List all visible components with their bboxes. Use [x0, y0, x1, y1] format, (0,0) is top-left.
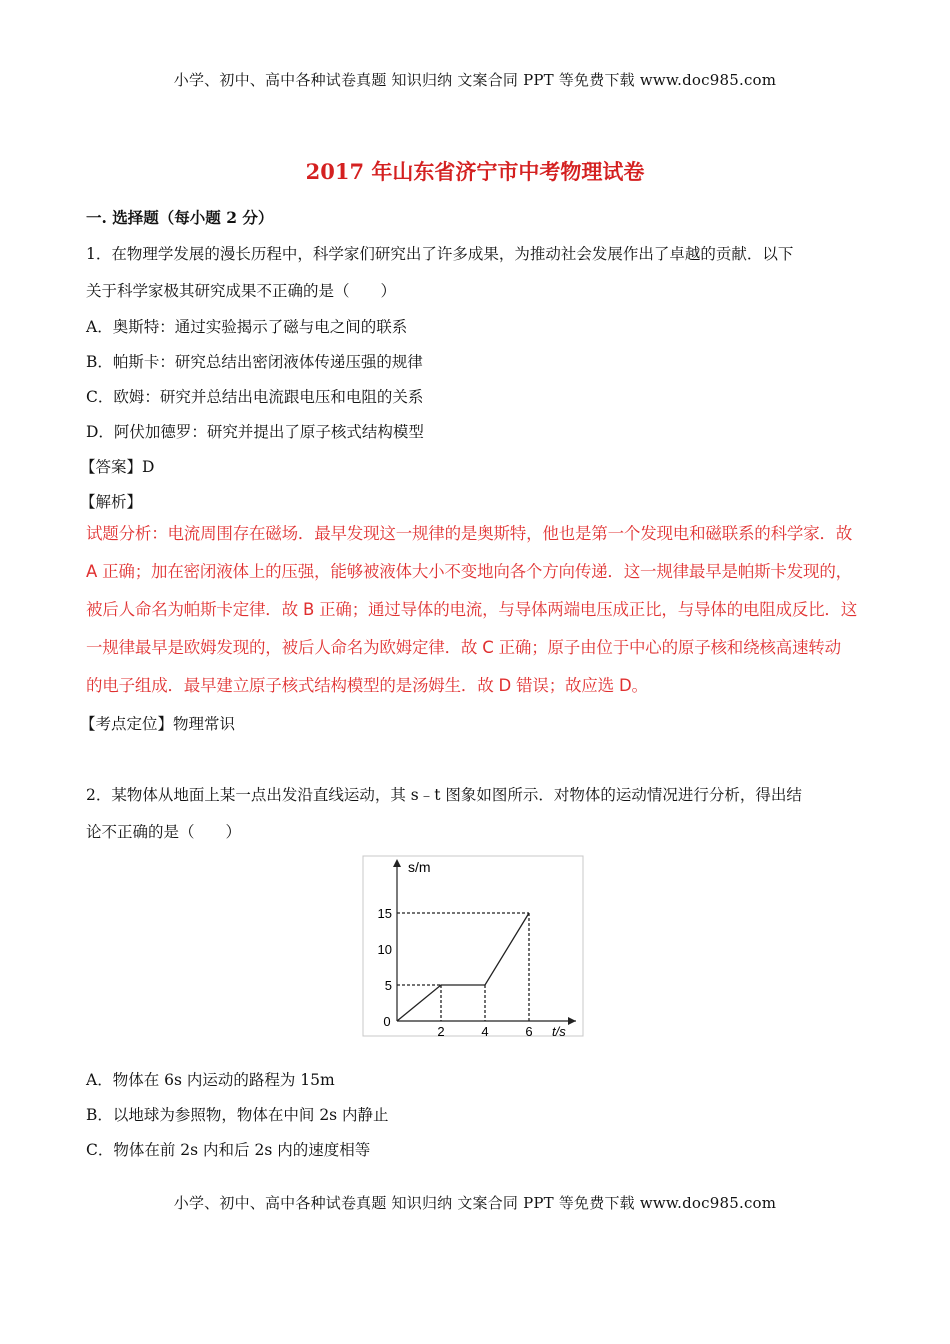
- chart-frame: [363, 856, 583, 1036]
- y-tick-label: 5: [384, 978, 392, 993]
- x-axis-label: t/s: [552, 1024, 566, 1039]
- origin-label: 0: [383, 1014, 391, 1029]
- page-header: 小学、初中、高中各种试卷真题 知识归纳 文案合同 PPT 等免费下载 www.doc985.com: [173, 71, 777, 89]
- q1-stem-line1: 1．在物理学发展的漫长历程中，科学家们研究出了许多成果，为推动社会发展作出了卓越的贡献．以下: [86, 245, 794, 263]
- page-footer: 小学、初中、高中各种试卷真题 知识归纳 文案合同 PPT 等免费下载 www.doc985.com: [173, 1194, 777, 1212]
- q1-analysis-line: 试题分析：电流周围存在磁场．最早发现这一规律的是奥斯特，他也是第一个发现电和磁联系的科学家．故: [86, 524, 853, 543]
- q2-option-c: C．物体在前 2s 内和后 2s 内的速度相等: [86, 1141, 371, 1159]
- q1-analysis-label: 【解析】: [80, 493, 143, 511]
- q1-option-b: B．帕斯卡：研究总结出密闭液体传递压强的规律: [86, 353, 423, 371]
- q2-stem-line2: 论不正确的是（ ）: [86, 823, 242, 841]
- y-axis-arrow: [393, 859, 401, 867]
- q1-point: 【考点定位】物理常识: [80, 715, 236, 733]
- y-tick-label: 15: [377, 906, 392, 921]
- y-axis-label: s/m: [408, 859, 431, 875]
- q1-option-a: A．奥斯特：通过实验揭示了磁与电之间的联系: [86, 318, 408, 336]
- y-tick-label: 10: [377, 942, 392, 957]
- q1-option-c: C．欧姆：研究并总结出电流跟电压和电阻的关系: [86, 388, 424, 406]
- q1-option-d: D．阿伏加德罗：研究并提出了原子核式结构模型: [86, 423, 424, 441]
- page-title: 2017 年山东省济宁市中考物理试卷: [305, 159, 645, 184]
- q2-option-a: A．物体在 6s 内运动的路程为 15m: [86, 1071, 335, 1089]
- q1-analysis-line: 被后人命名为帕斯卡定律．故 B 正确；通过导体的电流，与导体两端电压成正比，与导体的电阻成反比．这: [86, 600, 858, 619]
- section-heading: 一. 选择题（每小题 2 分）: [86, 208, 274, 227]
- s-t-chart: [360, 855, 590, 1039]
- x-tick-label: 4: [481, 1024, 489, 1039]
- x-tick-label: 6: [525, 1024, 533, 1039]
- series-line: [397, 913, 529, 1021]
- q1-analysis-line: 的电子组成．最早建立原子核式结构模型的是汤姆生．故 D 错误；故应选 D。: [86, 676, 648, 695]
- q1-analysis-line: 一规律最早是欧姆发现的，被后人命名为欧姆定律．故 C 正确；原子由位于中心的原子核和绕核高速转动: [86, 638, 841, 657]
- q1-answer: 【答案】D: [80, 458, 155, 476]
- x-axis-arrow: [568, 1017, 576, 1025]
- q2-option-b: B．以地球为参照物，物体在中间 2s 内静止: [86, 1106, 389, 1124]
- q1-analysis-line: A 正确；加在密闭液体上的压强，能够被液体大小不变地向各个方向传递．这一规律最早是帕斯卡发现的，: [86, 562, 852, 581]
- q2-stem-line1: 2．某物体从地面上某一点出发沿直线运动，其 s﹣t 图象如图所示．对物体的运动情况进行分析，得出结: [86, 786, 802, 804]
- x-tick-label: 2: [437, 1024, 445, 1039]
- q1-stem-line2: 关于科学家极其研究成果不正确的是（ ）: [86, 282, 397, 300]
